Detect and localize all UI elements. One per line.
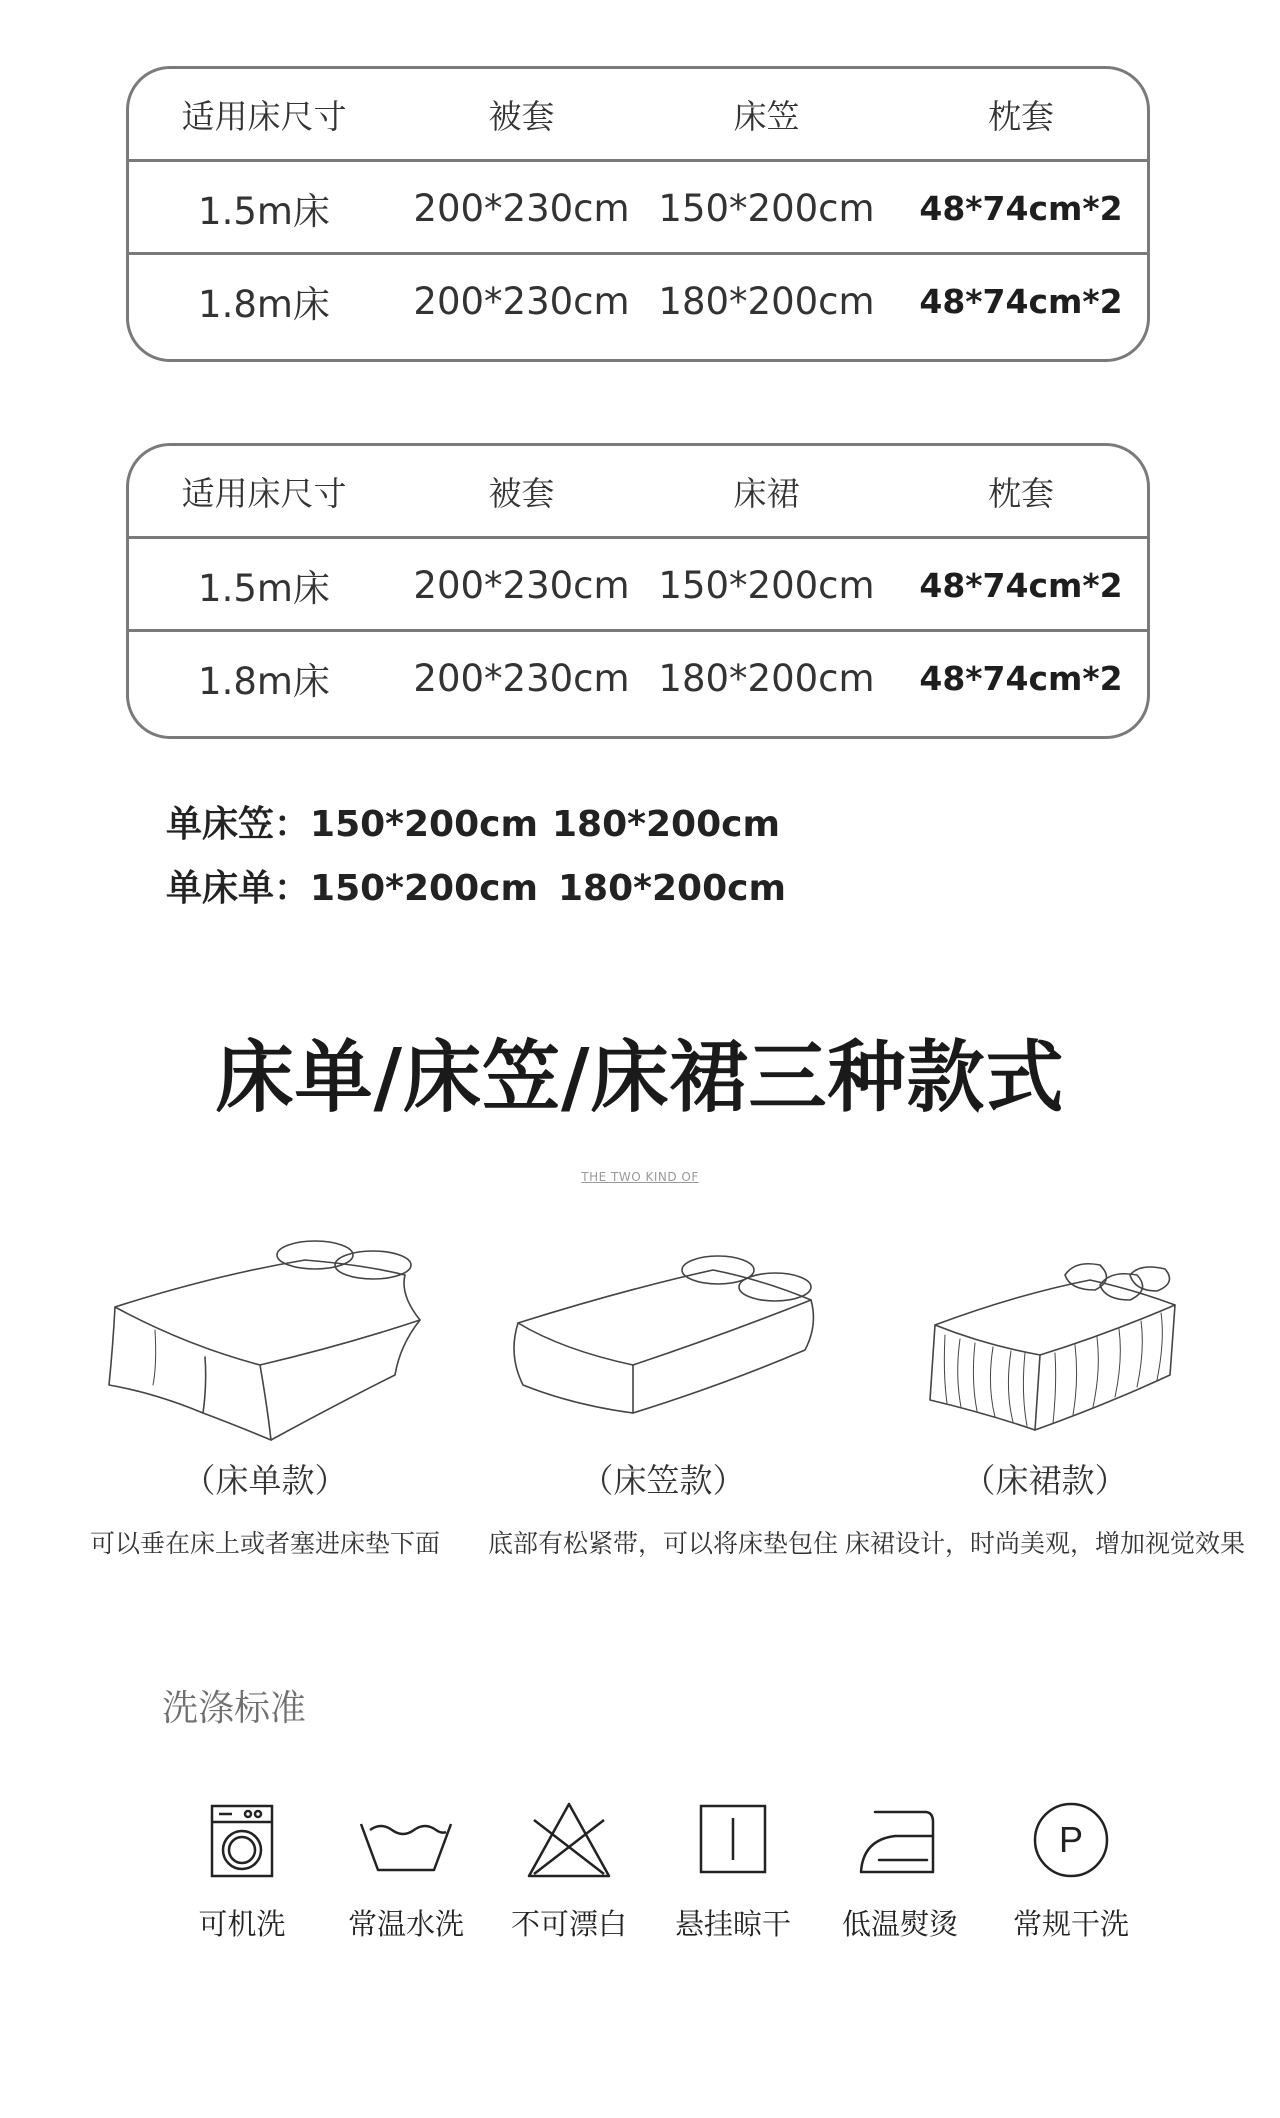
table-header-row	[129, 69, 1147, 159]
cell-bed-size: 1.5m床	[198, 190, 330, 233]
no-bleach-icon	[524, 1800, 614, 1880]
cell-pillow-size: 48*74cm*2	[919, 281, 1123, 321]
style-description: 底部有松紧带，可以将床垫包住	[487, 1529, 838, 1558]
wash-item	[484, 1800, 654, 1943]
header-bed-skirt: 床裙	[733, 473, 800, 513]
single-sheet-label: 单床单：	[166, 868, 311, 909]
bed-skirt-icon	[875, 1235, 1215, 1445]
cell-duvet-size: 200*230cm	[413, 279, 630, 323]
size-table-duvet-fitted	[126, 66, 1150, 362]
flat-sheet-bed-icon	[95, 1235, 435, 1445]
wash-item	[986, 1800, 1156, 1943]
cell-bed-size: 1.8m床	[198, 660, 330, 703]
dry-clean-p-icon	[1031, 1800, 1111, 1880]
wash-item	[815, 1800, 985, 1943]
table-row	[129, 629, 1147, 724]
cell-bed-size: 1.5m床	[198, 567, 330, 610]
style-description: 可以垂在床上或者塞进床垫下面	[89, 1529, 440, 1558]
wash-item	[648, 1800, 818, 1943]
size-table-duvet-skirt	[126, 443, 1150, 739]
cell-duvet-size: 200*230cm	[413, 563, 630, 607]
page-title: 床单/床笠/床裙三种款式	[215, 1033, 1065, 1123]
wash-tub-icon	[356, 1800, 456, 1880]
header-duvet-cover: 被套	[488, 96, 555, 136]
svg-text:P: P	[1058, 1819, 1084, 1860]
style-description: 床裙设计，时尚美观，增加视觉效果	[844, 1529, 1245, 1558]
single-sheet-size: 180*200cm	[558, 868, 786, 909]
wash-label: 常规干洗	[1012, 1907, 1129, 1941]
wash-item	[321, 1800, 491, 1943]
cell-bed-size: 1.8m床	[198, 283, 330, 326]
style-bed-skirt	[835, 1235, 1255, 1560]
wash-label: 悬挂晾干	[674, 1907, 791, 1941]
wash-title: 洗涤标准	[162, 1688, 307, 1729]
single-sheet-size: 150*200cm	[310, 868, 538, 909]
wash-label: 低温熨烫	[841, 1907, 958, 1941]
header-bed-size: 适用床尺寸	[181, 473, 347, 513]
low-iron-icon	[855, 1800, 945, 1880]
style-name: （床笠款）	[580, 1461, 746, 1500]
cell-pillow-size: 48*74cm*2	[919, 565, 1123, 605]
single-flat-sheet-sizes	[166, 860, 800, 911]
cell-duvet-size: 200*230cm	[413, 186, 630, 230]
header-bed-size: 适用床尺寸	[181, 96, 347, 136]
cell-pillow-size: 48*74cm*2	[919, 188, 1123, 228]
table-row	[129, 252, 1147, 347]
single-fitted-size: 150*200cm	[310, 804, 538, 845]
table-row	[129, 536, 1147, 631]
single-fitted-size: 180*200cm	[552, 804, 780, 845]
table-row	[129, 159, 1147, 254]
header-pillowcase: 枕套	[988, 473, 1054, 513]
wash-label: 可机洗	[198, 1907, 286, 1941]
cell-skirt-size: 180*200cm	[658, 656, 875, 700]
style-name: （床裙款）	[962, 1461, 1128, 1500]
single-fitted-sheet-sizes	[166, 796, 794, 847]
single-fitted-label: 单床笠：	[166, 804, 311, 845]
header-pillowcase: 枕套	[988, 96, 1054, 136]
wash-label: 常温水洗	[347, 1907, 464, 1941]
subtitle: THE TWO KIND OF	[581, 1170, 699, 1184]
cell-fitted-size: 180*200cm	[658, 279, 875, 323]
header-duvet-cover: 被套	[488, 473, 555, 513]
fitted-sheet-bed-icon	[493, 1235, 833, 1445]
line-dry-icon	[693, 1800, 773, 1880]
wash-label: 不可漂白	[510, 1907, 627, 1941]
style-fitted-sheet	[453, 1235, 873, 1560]
style-name: （床单款）	[182, 1461, 348, 1500]
cell-skirt-size: 150*200cm	[658, 563, 875, 607]
cell-duvet-size: 200*230cm	[413, 656, 630, 700]
wash-item	[157, 1800, 327, 1943]
cell-fitted-size: 150*200cm	[658, 186, 875, 230]
cell-pillow-size: 48*74cm*2	[919, 658, 1123, 698]
style-flat-sheet	[55, 1235, 475, 1560]
table-header-row	[129, 446, 1147, 536]
header-fitted-sheet: 床笠	[733, 96, 800, 136]
washing-machine-icon	[202, 1800, 282, 1880]
